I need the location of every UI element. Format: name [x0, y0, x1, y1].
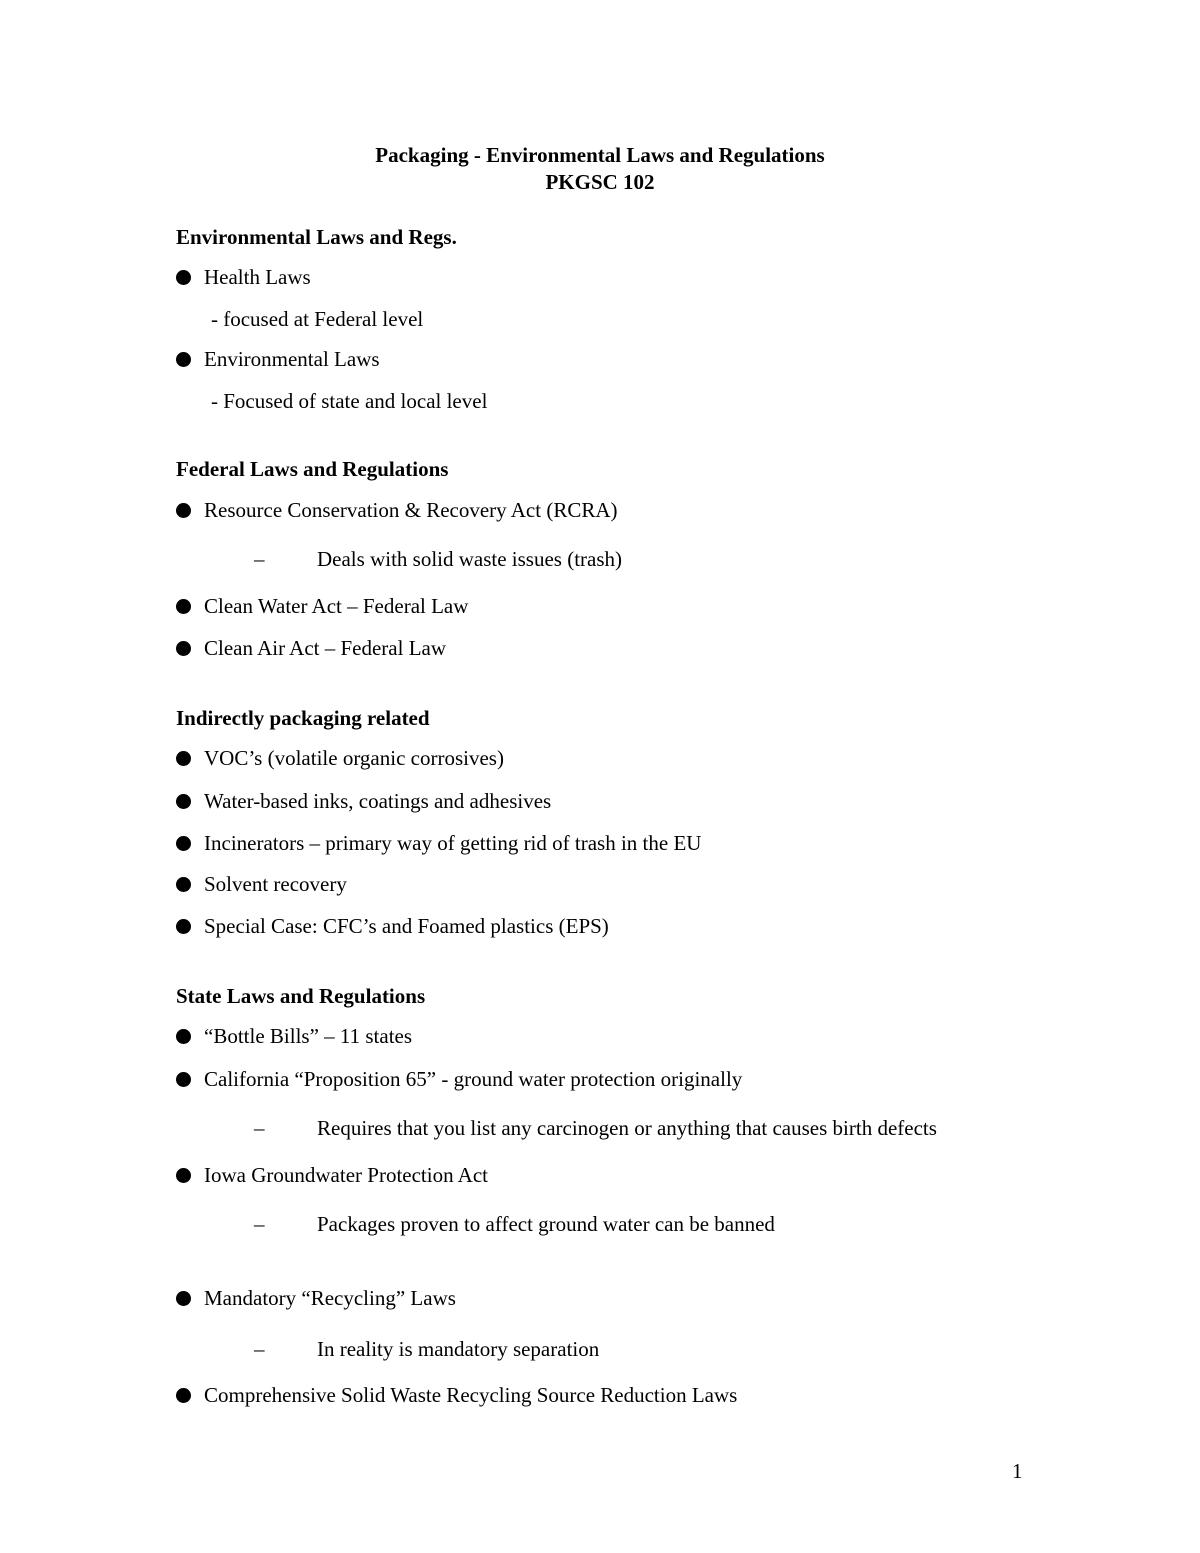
sub-list-item	[0, 546, 1200, 573]
list-item	[176, 1285, 456, 1312]
bullet-icon	[176, 919, 191, 934]
dash-icon: –	[254, 1337, 265, 1361]
bullet-icon	[176, 877, 191, 892]
list-item-text: Mandatory “Recycling” Laws	[204, 1286, 456, 1310]
list-item	[176, 871, 347, 898]
bullet-icon	[176, 794, 191, 809]
course-code: PKGSC 102	[545, 170, 655, 194]
sub-list-item	[0, 1115, 1200, 1142]
list-item-text: Incinerators – primary way of getting rid of trash in the EU	[204, 831, 702, 855]
list-item-text: Clean Air Act – Federal Law	[204, 636, 447, 660]
list-item	[176, 788, 551, 815]
sub-list-item-text: In reality is mandatory separation	[317, 1337, 600, 1361]
list-item	[176, 1382, 737, 1409]
bullet-icon	[176, 503, 191, 518]
list-item-text: Iowa Groundwater Protection Act	[204, 1163, 489, 1187]
list-item-text: California “Proposition 65” - ground water protection originally	[204, 1067, 743, 1091]
list-item-text: “Bottle Bills” – 11 states	[204, 1024, 413, 1048]
bullet-icon	[176, 751, 191, 766]
dash-icon: –	[254, 547, 265, 571]
list-item-note: - focused at Federal level	[211, 307, 424, 331]
list-item-text: Comprehensive Solid Waste Recycling Source Reduction Laws	[204, 1383, 738, 1407]
list-item	[176, 635, 446, 662]
list-item	[176, 264, 311, 291]
sub-list-item-text: Requires that you list any carcinogen or anything that causes birth defects	[317, 1116, 937, 1140]
sub-list-item	[0, 1336, 1200, 1363]
dash-icon: –	[254, 1212, 265, 1236]
sub-list-item-text: Deals with solid waste issues (trash)	[317, 547, 623, 571]
list-item	[176, 593, 468, 620]
section-heading-environmental: Environmental Laws and Regs.	[176, 225, 457, 249]
bullet-icon	[176, 1029, 191, 1044]
list-item	[176, 830, 701, 857]
list-item	[176, 913, 609, 940]
dash-icon: –	[254, 1116, 265, 1140]
list-item	[176, 1162, 488, 1189]
sub-list-item	[0, 1211, 1200, 1238]
bullet-icon	[176, 1291, 191, 1306]
page-number: 1	[1012, 1459, 1023, 1483]
section-heading-indirect: Indirectly packaging related	[176, 706, 430, 730]
sub-list-item-text: Packages proven to affect ground water can be banned	[317, 1212, 775, 1236]
title-block	[0, 142, 1200, 196]
list-item-text: VOC’s (volatile organic corrosives)	[204, 746, 504, 770]
list-item-text: Clean Water Act – Federal Law	[204, 594, 469, 618]
list-item-text: Health Laws	[204, 265, 311, 289]
bullet-icon	[176, 1388, 191, 1403]
list-item	[176, 1066, 742, 1093]
list-item-note: - Focused of state and local level	[211, 389, 488, 413]
list-item	[176, 346, 380, 373]
list-item	[176, 745, 504, 772]
section-heading-federal: Federal Laws and Regulations	[176, 457, 449, 481]
bullet-icon	[176, 1072, 191, 1087]
bullet-icon	[176, 1168, 191, 1183]
bullet-icon	[176, 270, 191, 285]
list-item-text: Special Case: CFC’s and Foamed plastics (EPS)	[204, 914, 609, 938]
bullet-icon	[176, 352, 191, 367]
page-title: Packaging - Environmental Laws and Regulations	[375, 143, 825, 167]
bullet-icon	[176, 641, 191, 656]
section-heading-state: State Laws and Regulations	[176, 984, 426, 1008]
list-item	[176, 497, 618, 524]
list-item	[176, 1023, 412, 1050]
list-item-text: Resource Conservation & Recovery Act (RCRA)	[204, 498, 618, 522]
list-item-text: Water-based inks, coatings and adhesives	[204, 789, 552, 813]
list-item-text: Environmental Laws	[204, 347, 380, 371]
list-item-text: Solvent recovery	[204, 872, 347, 896]
bullet-icon	[176, 599, 191, 614]
bullet-icon	[176, 836, 191, 851]
